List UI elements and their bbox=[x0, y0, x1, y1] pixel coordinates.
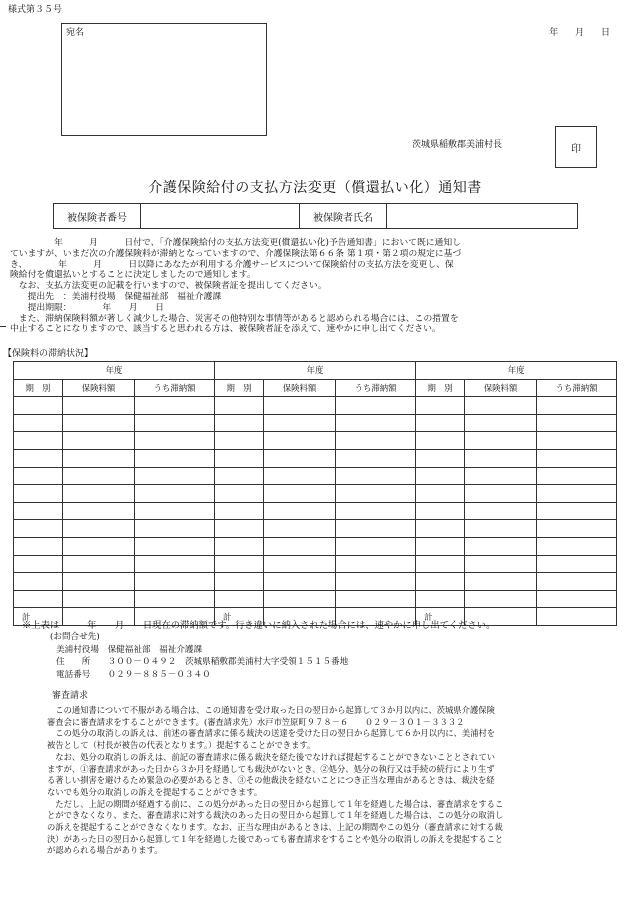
table-cell bbox=[14, 467, 63, 485]
table-cell bbox=[63, 467, 135, 485]
table-cell bbox=[537, 485, 617, 503]
table-cell bbox=[416, 414, 465, 432]
table-cell bbox=[135, 432, 215, 450]
table-cell bbox=[63, 449, 135, 467]
table-cell bbox=[336, 555, 416, 573]
table-cell bbox=[135, 414, 215, 432]
table-cell bbox=[135, 590, 215, 608]
table-note: ※上表は 年 月 日現在の滞納額です。行き違いに納入された場合には、速やかに申し出てください。 bbox=[22, 620, 496, 631]
table-cell bbox=[63, 397, 135, 415]
table-cell bbox=[336, 397, 416, 415]
body-line: き、 年 月 日以降にあなたが利用する介護サービスについて保険給付の支払方法を変更し、保 bbox=[10, 259, 454, 270]
table-cell bbox=[416, 537, 465, 555]
header-arrears: うち滞納額 bbox=[336, 379, 416, 397]
table-cell bbox=[264, 485, 336, 503]
table-cell bbox=[336, 502, 416, 520]
table-cell bbox=[14, 520, 63, 538]
appeal-line: なお、処分の取消しの訴えは、前記の審査請求に係る裁決を経た後でなければ提起することができないこととされてい bbox=[47, 751, 496, 762]
appeal-text bbox=[47, 705, 607, 857]
table-row bbox=[14, 485, 617, 503]
contact-block bbox=[50, 631, 348, 681]
table-cell bbox=[336, 414, 416, 432]
table-cell bbox=[135, 397, 215, 415]
table-cell bbox=[215, 590, 264, 608]
table-row bbox=[14, 449, 617, 467]
body-line: ていますが、いまだ次の介護保険料が滞納となっていますので、介護保険法第６６条 第１項・第２項の規定に基づ bbox=[10, 248, 462, 259]
table-cell bbox=[264, 520, 336, 538]
table-cell bbox=[215, 485, 264, 503]
table-cell bbox=[416, 520, 465, 538]
body-text bbox=[10, 238, 610, 335]
seal-box: 印 bbox=[555, 126, 597, 168]
table-cell bbox=[264, 537, 336, 555]
appeal-heading: 審査請求 bbox=[52, 691, 89, 701]
table-cell bbox=[465, 573, 537, 591]
form-number: 様式第３５号 bbox=[8, 5, 63, 15]
table-cell bbox=[336, 520, 416, 538]
table-cell bbox=[135, 467, 215, 485]
table-cell bbox=[416, 397, 465, 415]
year-cell: 年度 bbox=[416, 362, 617, 380]
body-line: また、滞納保険料額が著しく減少した場合、災害その他特別な事情等があると認められる場合には、この措置を bbox=[10, 313, 459, 324]
contact-phone-label: 電話番号 bbox=[56, 669, 91, 680]
table-cell bbox=[416, 555, 465, 573]
table-cell bbox=[264, 590, 336, 608]
table-cell bbox=[336, 467, 416, 485]
table-cell bbox=[336, 485, 416, 503]
header-arrears: うち滞納額 bbox=[135, 379, 215, 397]
address-box bbox=[61, 23, 267, 136]
appeal-line: この通知書について不服がある場合は、この通知書を受け取った日の翌日から起算して３か月以内に、茨城県介護保険 bbox=[47, 705, 495, 715]
table-cell bbox=[537, 449, 617, 467]
table-cell bbox=[537, 432, 617, 450]
address-label: 宛名 bbox=[66, 28, 85, 38]
table-cell bbox=[465, 432, 537, 450]
appeal-line: ないでも処分の取消しの訴えを提起することができます。 bbox=[47, 786, 263, 797]
table-cell bbox=[264, 432, 336, 450]
table-row bbox=[14, 467, 617, 485]
table-cell bbox=[14, 590, 63, 608]
arrears-status-label: 【保険料の滞納状況】 bbox=[3, 349, 94, 359]
table-cell bbox=[215, 502, 264, 520]
table-cell bbox=[416, 449, 465, 467]
year-cell: 年度 bbox=[215, 362, 416, 380]
table-row bbox=[14, 520, 617, 538]
appeal-line: る著しい損害を避けるため緊急の必要があるとき、③その他裁決を経ないことにつき正当な理由があるときは、裁決を経 bbox=[47, 775, 495, 786]
header-premium: 保険料額 bbox=[264, 379, 336, 397]
table-cell bbox=[416, 502, 465, 520]
table-cell bbox=[215, 467, 264, 485]
table-cell bbox=[264, 467, 336, 485]
table-cell bbox=[14, 502, 63, 520]
appeal-line: 被告として（村長が被告の代表となります。）提起することができます。 bbox=[47, 740, 316, 751]
table-cell bbox=[215, 555, 264, 573]
table-row bbox=[14, 573, 617, 591]
table-cell bbox=[537, 590, 617, 608]
table-cell bbox=[14, 485, 63, 503]
table-cell bbox=[63, 537, 135, 555]
table-row bbox=[14, 397, 617, 415]
table-cell bbox=[215, 432, 264, 450]
table-cell bbox=[63, 590, 135, 608]
margin-tick bbox=[0, 326, 6, 327]
table-cell bbox=[63, 414, 135, 432]
table-cell bbox=[537, 537, 617, 555]
insured-number-value bbox=[141, 204, 300, 228]
table-cell bbox=[465, 520, 537, 538]
table-cell bbox=[336, 432, 416, 450]
body-line: 提出期限： 年 月 日 bbox=[10, 302, 164, 313]
table-cell bbox=[63, 573, 135, 591]
table-cell bbox=[465, 467, 537, 485]
insured-row bbox=[53, 203, 578, 229]
document-title: 介護保険給付の支払方法変更（償還払い化）通知書 bbox=[148, 180, 482, 196]
table-cell bbox=[465, 414, 537, 432]
table-cell bbox=[14, 537, 63, 555]
table-cell bbox=[63, 555, 135, 573]
table-cell bbox=[336, 573, 416, 591]
table-cell bbox=[537, 397, 617, 415]
issue-date: 年 月 日 bbox=[549, 28, 610, 38]
appeal-line: とができなくなり、また、審査請求に対する裁決のあった日の翌日から起算して１年を経過した場合は、この処分の取消し bbox=[47, 810, 504, 821]
table-cell bbox=[135, 520, 215, 538]
table-cell bbox=[465, 502, 537, 520]
header-premium: 保険料額 bbox=[63, 379, 135, 397]
table-cell bbox=[135, 502, 215, 520]
table-cell bbox=[416, 485, 465, 503]
table-cell bbox=[63, 432, 135, 450]
insured-number-label: 被保険者番号 bbox=[54, 204, 141, 228]
table-cell bbox=[264, 449, 336, 467]
table-row bbox=[14, 502, 617, 520]
contact-address: ３００－０４９２ 茨城県稲敷郡美浦村大字受領１５１５番地 bbox=[107, 657, 349, 667]
insured-name-value bbox=[387, 204, 577, 228]
total-label: 計 bbox=[215, 608, 264, 626]
appeal-line: 審査会に審査請求をすることができます。(審査請求先）水戸市笠原町９７８－６ ０２９－３０１－３３３２ bbox=[47, 716, 465, 727]
table-cell bbox=[537, 573, 617, 591]
table-cell bbox=[537, 555, 617, 573]
table-row bbox=[14, 414, 617, 432]
body-line: 提出先 ：美浦村役場 保健福祉部 福祉介護課 bbox=[10, 291, 222, 302]
arrears-table bbox=[13, 361, 617, 626]
year-cell: 年度 bbox=[14, 362, 215, 380]
table-cell bbox=[14, 432, 63, 450]
appeal-line: ただし、上記の期間が経過する前に、この処分があった日の翌日から起算して１年を経過した場合は、審査請求をするこ bbox=[47, 798, 504, 809]
table-row bbox=[14, 555, 617, 573]
table-cell bbox=[215, 449, 264, 467]
table-row bbox=[14, 537, 617, 555]
table-cell bbox=[14, 555, 63, 573]
issuer-name: 茨城県稲敷郡美浦村長 bbox=[412, 140, 503, 150]
table-row bbox=[14, 432, 617, 450]
appeal-line: が認められる場合があります。 bbox=[47, 845, 163, 856]
table-cell bbox=[537, 502, 617, 520]
contact-phone: ０２９－８８５－０３４０ bbox=[107, 669, 211, 680]
table-cell bbox=[63, 485, 135, 503]
table-cell bbox=[135, 555, 215, 573]
table-cell bbox=[264, 502, 336, 520]
body-line: 中止することになりますので、該当すると思われる方は、被保険者証を添えて、速やかに申し出てください。 bbox=[10, 324, 441, 335]
header-period: 期 別 bbox=[215, 379, 264, 397]
table-row bbox=[14, 590, 617, 608]
table-cell bbox=[135, 449, 215, 467]
year-row bbox=[14, 362, 617, 380]
table-cell bbox=[264, 573, 336, 591]
total-label: 計 bbox=[14, 608, 63, 626]
appeal-line: この処分の取消しの訴えは、前述の審査請求に係る裁決の送達を受けた日の翌日から起算して６か月以内に、美浦村を bbox=[47, 728, 496, 739]
table-cell bbox=[14, 414, 63, 432]
appeal-line: 決）があった日の翌日から起算して１年を経過した後であっても審査請求をすることや処分の取消しの訴えを提起すること bbox=[47, 833, 504, 844]
table-cell bbox=[14, 397, 63, 415]
contact-office: 美浦村役場 保健福祉部 福祉介護課 bbox=[56, 644, 203, 655]
contact-address-label: 住 所 bbox=[56, 657, 91, 667]
body-line: 険給付を償還払いとすることに決定しましたので通知します。 bbox=[10, 270, 256, 281]
body-line: なお、支払方法変更の記載を行いますので、被保険者証を提出してください。 bbox=[10, 281, 327, 292]
contact-heading: (お問合せ先) bbox=[50, 632, 100, 642]
total-label: 計 bbox=[416, 608, 465, 626]
table-cell bbox=[135, 485, 215, 503]
table-cell bbox=[465, 555, 537, 573]
table-cell bbox=[215, 520, 264, 538]
table-cell bbox=[416, 467, 465, 485]
table-cell bbox=[336, 449, 416, 467]
header-period: 期 別 bbox=[14, 379, 63, 397]
header-period: 期 別 bbox=[416, 379, 465, 397]
table-cell bbox=[14, 573, 63, 591]
table-cell bbox=[465, 537, 537, 555]
table-cell bbox=[465, 485, 537, 503]
header-row bbox=[14, 379, 617, 397]
table-cell bbox=[215, 537, 264, 555]
table-cell bbox=[14, 449, 63, 467]
body-line: 年 月 日付で、「介護保険給付の支払方法変更(償還払い化)予告通知書」において既に通知し bbox=[10, 238, 461, 248]
table-cell bbox=[63, 502, 135, 520]
table-cell bbox=[215, 397, 264, 415]
table-cell bbox=[264, 414, 336, 432]
header-arrears: うち滞納額 bbox=[537, 379, 617, 397]
table-cell bbox=[465, 590, 537, 608]
total-cell bbox=[537, 608, 617, 626]
table-cell bbox=[135, 573, 215, 591]
table-cell bbox=[416, 432, 465, 450]
table-cell bbox=[336, 590, 416, 608]
table-cell bbox=[416, 590, 465, 608]
appeal-line: の訴えを提起することができなくなります。なお、正当な理由があるときは、上記の期間やこの処分（審査請求に対する裁 bbox=[47, 822, 503, 833]
header-premium: 保険料額 bbox=[465, 379, 537, 397]
table-cell bbox=[215, 414, 264, 432]
table-cell bbox=[63, 520, 135, 538]
table-cell bbox=[264, 397, 336, 415]
insured-name-label: 被保険者氏名 bbox=[300, 204, 387, 228]
table-cell bbox=[537, 520, 617, 538]
table-cell bbox=[537, 467, 617, 485]
table-cell bbox=[264, 555, 336, 573]
table-cell bbox=[416, 573, 465, 591]
table-cell bbox=[215, 573, 264, 591]
table-cell bbox=[537, 414, 617, 432]
table-cell bbox=[465, 397, 537, 415]
table-cell bbox=[135, 537, 215, 555]
table-cell bbox=[465, 449, 537, 467]
appeal-line: ますが、①審査請求があった日から３か月を経過しても裁決がないとき、②処分、処分の執行又は手続の続行により生ず bbox=[47, 763, 495, 774]
table-cell bbox=[336, 537, 416, 555]
